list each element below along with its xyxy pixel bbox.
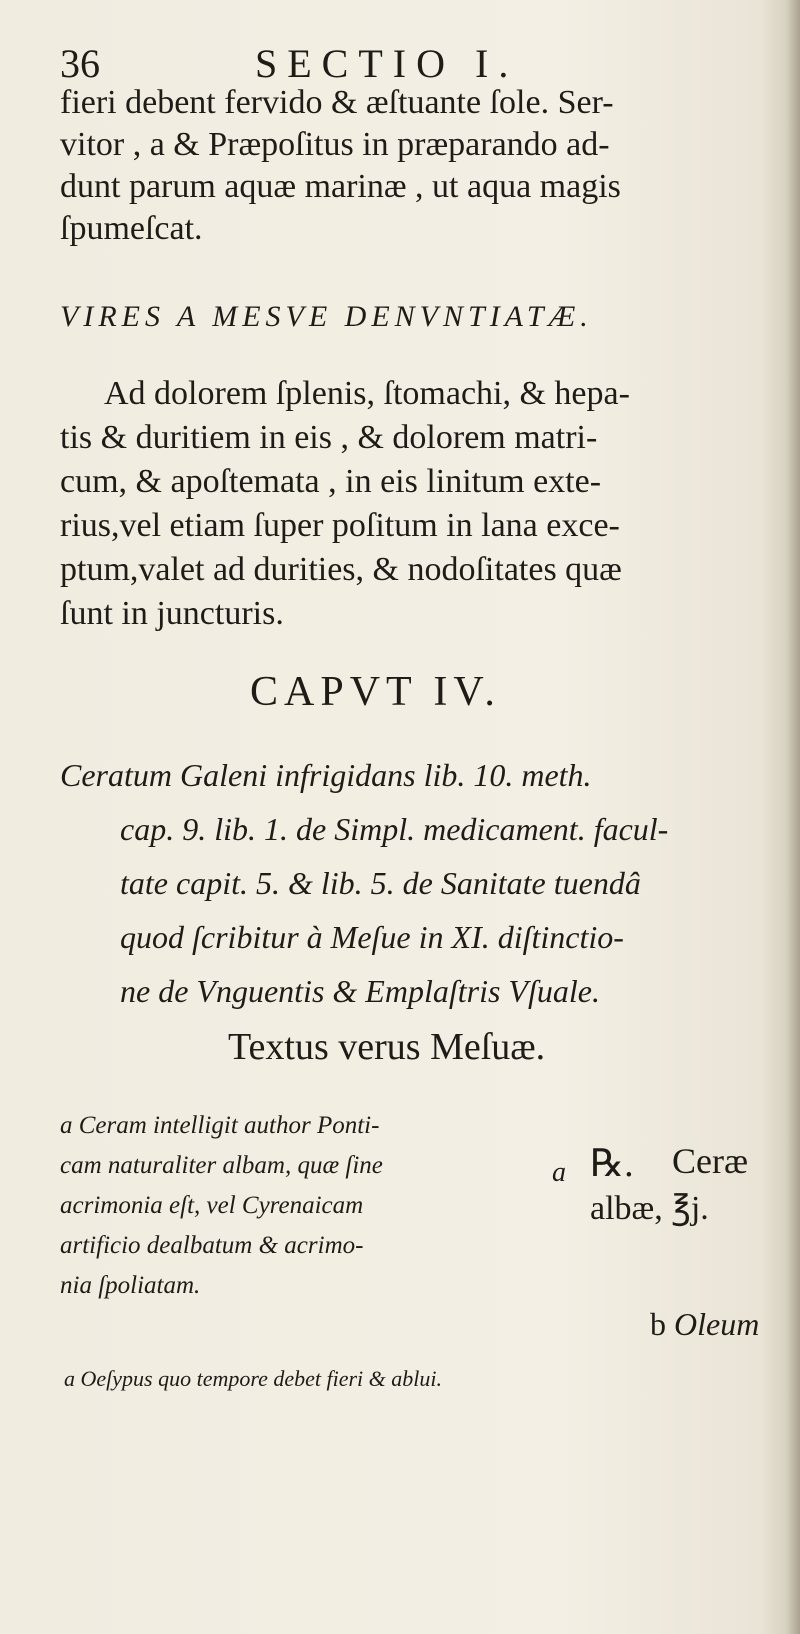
catchword-marker: b (650, 1306, 666, 1342)
text-line: Ceratum Galeni infrigidans lib. 10. meth. (60, 757, 592, 793)
text-line: rius,vel etiam ſuper poſitum in lana exce- (60, 507, 620, 544)
text-line: cap. 9. lib. 1. de Simpl. medicament. facul- (120, 811, 669, 847)
text-line: ſpumeſcat. (60, 210, 203, 247)
text-line: cum, & apoſtemata , in eis linitum exte- (60, 463, 602, 500)
footnote: a Oeſypus quo tempore debet fieri & ablui. (64, 1366, 443, 1391)
text-line: tate capit. 5. & lib. 5. de Sanitate tuendâ (120, 865, 641, 901)
catchword-text: Oleum (674, 1306, 760, 1342)
catchword (650, 1306, 800, 1343)
text-line: vitor , a & Præpoſitus in præparando ad- (60, 126, 610, 163)
heading-vires: VIRES A MESVE DENVNTIATÆ. (60, 300, 593, 333)
recipe-quantity: albæ, ℥j. (590, 1190, 709, 1227)
chapter-description (60, 748, 790, 1018)
page-number: 36 (60, 41, 100, 86)
section-title: SECTIO I. (255, 41, 519, 86)
recipe-marker: a (552, 1157, 566, 1188)
text-line: artificio dealbatum & acrimo- (60, 1232, 364, 1259)
text-line: acrimonia eſt, vel Cyrenaicam (60, 1192, 364, 1219)
text-line: a Ceram intelligit author Ponti- (60, 1112, 380, 1139)
text-line: Ad dolorem ſplenis, ſtomachi, & hepa- (104, 375, 630, 412)
margin-note (60, 1106, 540, 1306)
textus-heading: Textus verus Meſuæ. (228, 1026, 546, 1068)
text-line: dunt parum aquæ marinæ , ut aqua magis (60, 168, 621, 205)
text-line: tis & duritiem in eis , & dolorem matri- (60, 419, 598, 456)
paragraph-preparation (60, 82, 790, 250)
text-line: nia ſpoliatam. (60, 1272, 201, 1299)
recipe-ingredient: Ceræ (672, 1141, 748, 1181)
text-line: cam naturaliter albam, quæ ſine (60, 1152, 383, 1179)
recipe-symbol: ℞. (590, 1143, 634, 1185)
paragraph-virtues (60, 372, 790, 636)
chapter-heading: CAPVT IV. (250, 669, 501, 715)
text-line: ptum,valet ad durities, & nodoſitates quæ (60, 551, 622, 588)
text-line: quod ſcribitur à Meſue in XI. diſtinctio- (120, 919, 624, 955)
text-line: fieri debent fervido & æſtuante ſole. Ser- (60, 84, 614, 121)
text-line: ne de Vnguentis & Emplaſtris Vſuale. (120, 973, 600, 1009)
text-line: ſunt in juncturis. (60, 595, 284, 632)
